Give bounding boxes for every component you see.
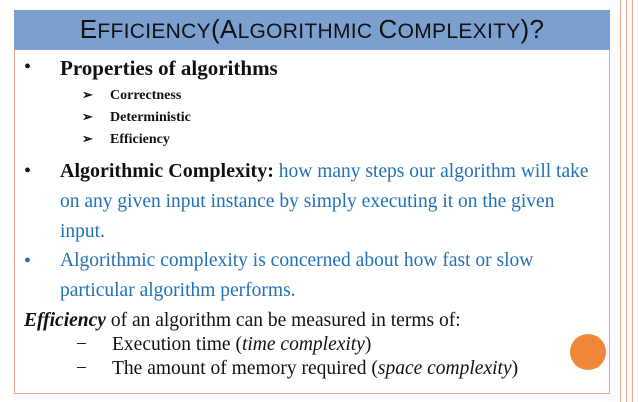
arrow-bullet-icon: ➢ bbox=[82, 131, 93, 146]
bullet-text: Properties of algorithms bbox=[60, 56, 278, 80]
item-text: Execution time ( bbox=[112, 334, 242, 355]
arrow-bullet-icon: ➢ bbox=[82, 109, 93, 124]
item-italic: space complexity bbox=[377, 358, 512, 379]
efficiency-item-space bbox=[76, 358, 518, 380]
bullet-algorithmic-complexity bbox=[24, 156, 594, 247]
bullet-concern bbox=[24, 246, 594, 306]
title-initial: E bbox=[79, 14, 98, 44]
sub-item-label: Correctness bbox=[110, 88, 182, 103]
sub-item-label: Efficiency bbox=[110, 132, 170, 147]
bullet-dot: • bbox=[24, 250, 32, 272]
item-close: ) bbox=[364, 334, 372, 355]
bullet-paragraph bbox=[60, 156, 594, 247]
sub-item-label: Deterministic bbox=[110, 110, 191, 125]
title-initial: C bbox=[378, 14, 398, 44]
efficiency-item-time bbox=[76, 334, 371, 356]
dash-bullet: − bbox=[76, 334, 87, 355]
sub-item-deterministic bbox=[82, 109, 191, 126]
bullet-dot: • bbox=[24, 56, 32, 78]
decorative-rule bbox=[626, 0, 627, 402]
bullet-text: how many steps our algorithm will take on any given input instance by simply executing it on the given input. bbox=[60, 161, 589, 242]
decorative-rule bbox=[620, 0, 621, 402]
efficiency-rest: of an algorithm can be measured in terms of: bbox=[105, 310, 461, 331]
item-italic: time complexity bbox=[241, 334, 365, 355]
title-paren: )? bbox=[520, 14, 545, 44]
sub-item-correctness bbox=[82, 87, 181, 104]
arrow-bullet-icon: ➢ bbox=[82, 87, 93, 102]
sub-item-efficiency bbox=[82, 131, 170, 148]
bullet-lead: Algorithmic Complexity: bbox=[60, 160, 274, 182]
efficiency-lead: Efficiency bbox=[24, 310, 106, 331]
title-word: LGORITHMIC bbox=[237, 20, 373, 43]
slide-title bbox=[14, 10, 610, 50]
title-word: OMPLEXITY bbox=[397, 20, 521, 43]
decorative-circle bbox=[570, 334, 606, 370]
dash-bullet: − bbox=[76, 358, 87, 379]
efficiency-statement bbox=[24, 310, 604, 332]
bullet-text: Algorithmic complexity is concerned about how fast or slow particular algorithm performs. bbox=[60, 250, 534, 301]
item-close: ) bbox=[511, 358, 519, 379]
title-paren: ( bbox=[210, 14, 220, 44]
title-word: FFICIENCY bbox=[97, 20, 211, 43]
decorative-rule bbox=[632, 0, 633, 402]
title-initial: A bbox=[219, 14, 238, 44]
bullet-dot: • bbox=[24, 160, 32, 182]
item-text: The amount of memory required ( bbox=[112, 358, 378, 379]
